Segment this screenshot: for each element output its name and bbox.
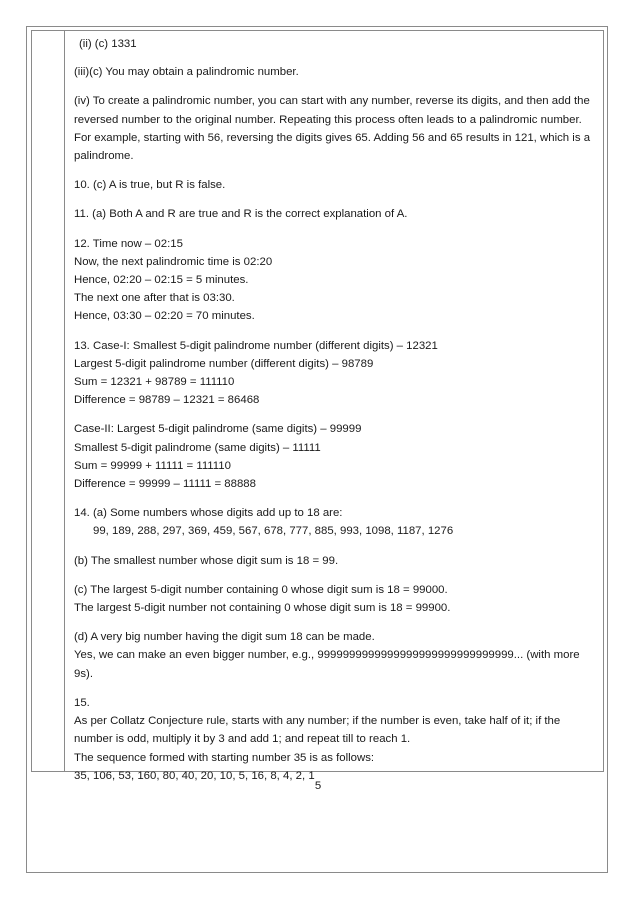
answer-13-case-1 bbox=[74, 337, 599, 410]
answer-line: (c) The largest 5-digit number containing 0 whose digit sum is 18 = 99000. bbox=[74, 583, 448, 596]
answer-14-b bbox=[74, 552, 599, 570]
answer-table bbox=[31, 30, 604, 782]
answer-line: (d) A very big number having the digit sum 18 can be made. bbox=[74, 631, 375, 644]
answer-14-c bbox=[74, 581, 599, 617]
answer-line: 10. (c) A is true, but R is false. bbox=[74, 179, 226, 192]
answer-line: (ii) (c) 1331 bbox=[79, 38, 137, 50]
page-number: 5 bbox=[314, 780, 322, 792]
answer-iii-c bbox=[74, 63, 599, 81]
answer-line: Case-II: Largest 5-digit palindrome (same digits) – 99999 bbox=[74, 423, 362, 436]
answer-line: (iv) To create a palindromic number, you can start with any number, reverse its digits, and then add the reversed number to the original number. Repeating this process often leads to a palindromic number. For example, starting with 56, reversing the digits gives 65. Adding 56 and 65 results in 121, which is a palindrome. bbox=[74, 95, 591, 163]
answer-line: (iii)(c) You may obtain a palindromic number. bbox=[74, 66, 299, 79]
answer-line: The sequence formed with starting number 35 is as follows: bbox=[74, 751, 375, 764]
answer-11 bbox=[74, 205, 599, 223]
answer-ii-c bbox=[74, 35, 599, 53]
answer-line: Difference = 99999 – 11111 = 88888 bbox=[74, 478, 256, 491]
answer-line: The largest 5-digit number not containing 0 whose digit sum is 18 = 99900. bbox=[74, 602, 451, 615]
answer-line: (b) The smallest number whose digit sum is 18 = 99. bbox=[74, 554, 339, 567]
answer-line: Now, the next palindromic time is 02:20 bbox=[74, 255, 273, 268]
answer-13-case-2 bbox=[74, 420, 599, 493]
answer-line: 15. bbox=[74, 696, 90, 709]
answer-line: Sum = 99999 + 11111 = 111110 bbox=[74, 459, 231, 472]
answer-line: 13. Case-I: Smallest 5-digit palindrome number (different digits) – 12321 bbox=[74, 339, 438, 352]
answer-line: Yes, we can make an even bigger number, e.g., 9999999999999999999999999999999... (with more 9s). bbox=[74, 649, 580, 680]
answer-line: 14. (a) Some numbers whose digits add up to 18 are: bbox=[74, 507, 343, 520]
answer-line: 11. (a) Both A and R are true and R is the correct explanation of A. bbox=[74, 208, 408, 221]
answer-line: 12. Time now – 02:15 bbox=[74, 237, 183, 250]
answer-14-d bbox=[74, 628, 599, 683]
answer-line: As per Collatz Conjecture rule, starts with any number; if the number is even, take half of it; if the number is odd, multiply it by 3 and add 1; and repeat till to reach 1. bbox=[74, 715, 561, 746]
answer-iv bbox=[74, 92, 599, 165]
answer-line: The next one after that is 03:30. bbox=[74, 292, 235, 305]
answer-line: 35, 106, 53, 160, 80, 40, 20, 10, 5, 16, 8, 4, 2, 1 bbox=[74, 769, 315, 782]
answer-line: Largest 5-digit palindrome number (different digits) – 98789 bbox=[74, 357, 374, 370]
answer-line: Hence, 03:30 – 02:20 = 70 minutes. bbox=[74, 310, 255, 323]
answer-line: Difference = 98789 – 12321 = 86468 bbox=[74, 394, 260, 407]
answer-14-a bbox=[74, 504, 599, 540]
answer-line: Hence, 02:20 – 02:15 = 5 minutes. bbox=[74, 274, 249, 287]
left-column bbox=[32, 31, 65, 771]
answer-line: 99, 189, 288, 297, 369, 459, 567, 678, 777, 885, 993, 1098, 1187, 1276 bbox=[93, 525, 454, 538]
answer-text-cell bbox=[74, 35, 599, 796]
answer-line: Sum = 12321 + 98789 = 111110 bbox=[74, 376, 235, 389]
answer-12 bbox=[74, 235, 599, 326]
answer-15 bbox=[74, 694, 599, 785]
answer-line: Smallest 5-digit palindrome (same digits) – 11111 bbox=[74, 441, 321, 454]
answer-10 bbox=[74, 176, 599, 194]
